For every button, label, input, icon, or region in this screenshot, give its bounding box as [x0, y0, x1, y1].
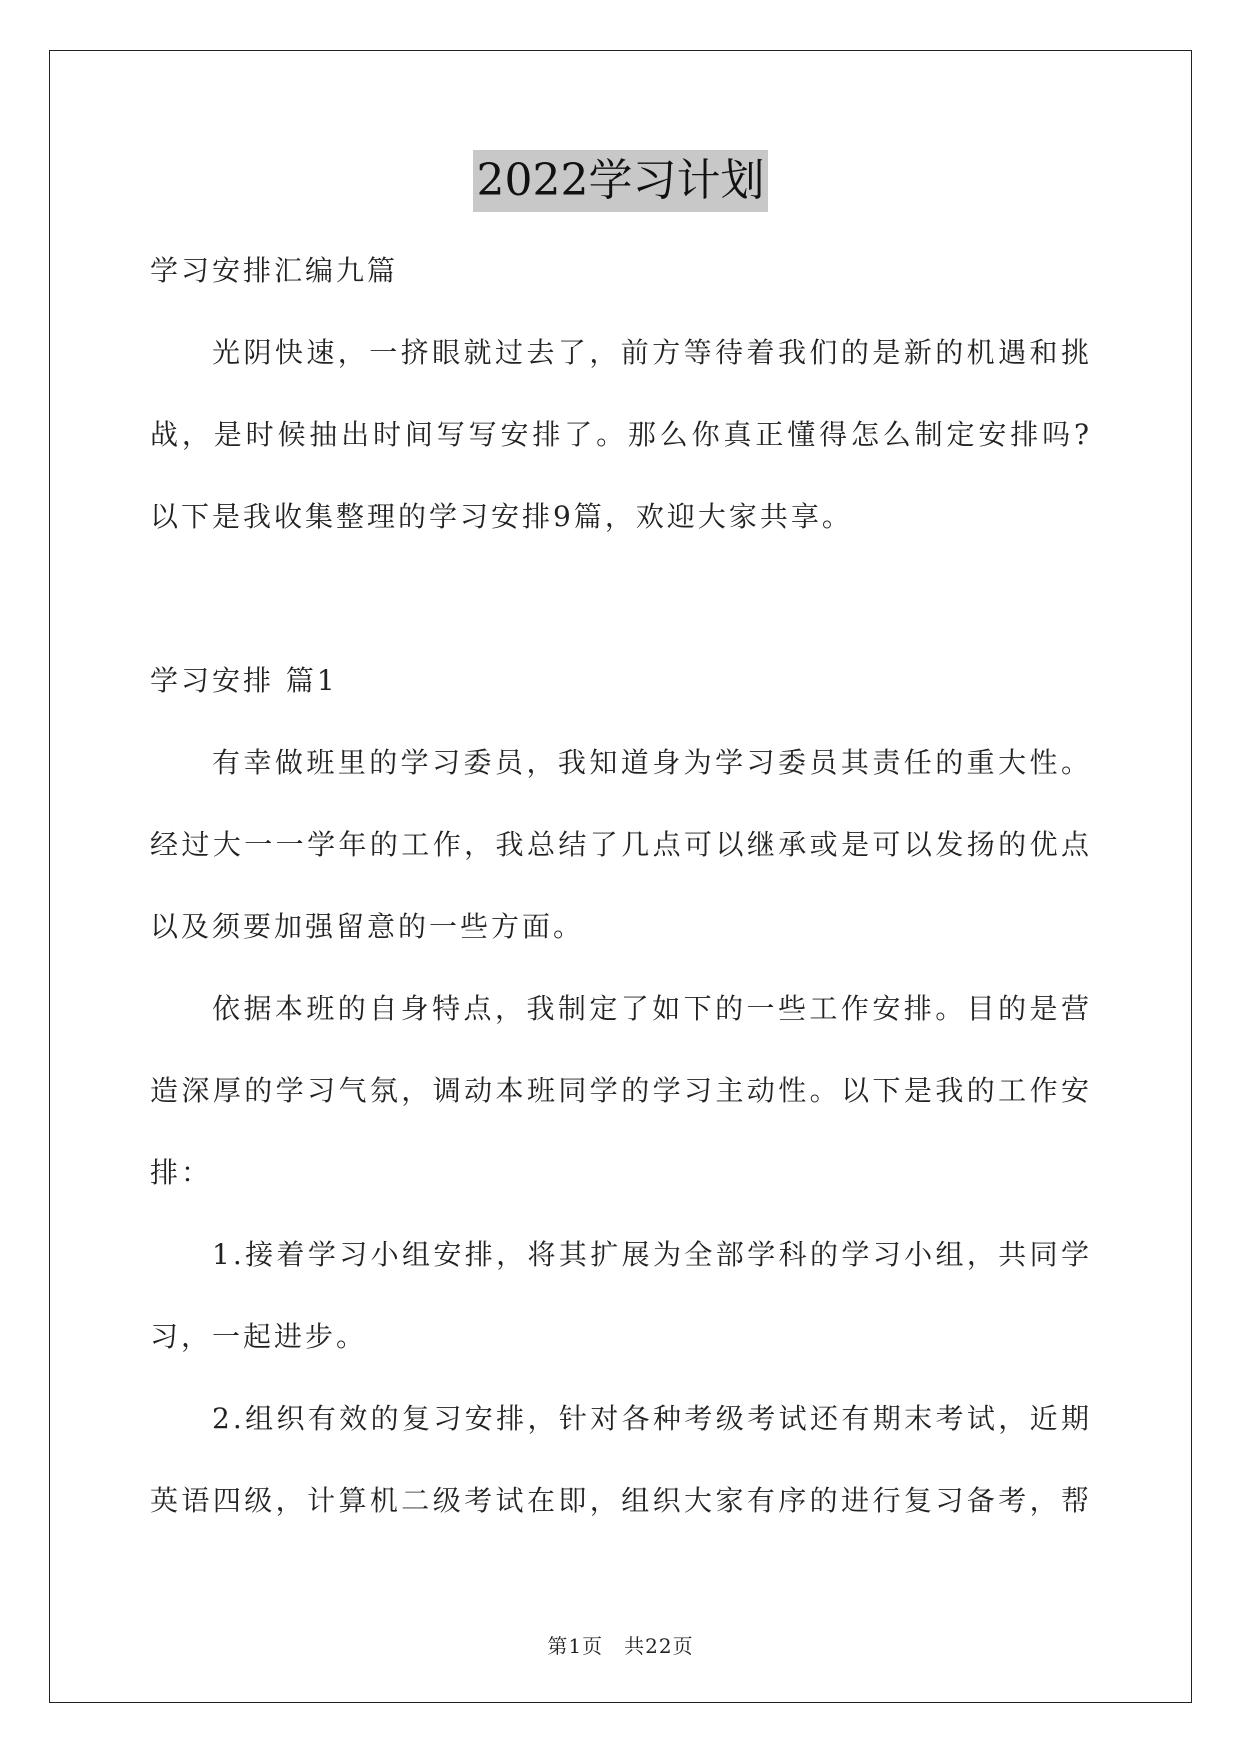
document-title-container: [0, 150, 1241, 212]
paragraph-line: 依据本班的自身特点，我制定了如下的一些工作安排。目的是营: [212, 992, 1092, 1025]
list-item-line: 英语四级，计算机二级考试在即，组织大家有序的进行复习备考，帮: [150, 1484, 1092, 1517]
list-item-line: 2.组织有效的复习安排，针对各种考级考试还有期末考试，近期: [212, 1402, 1092, 1435]
paragraph-line: 造深厚的学习气氛，调动本班同学的学习主动性。以下是我的工作安: [150, 1074, 1092, 1107]
intro-line: 以下是我收集整理的学习安排9篇，欢迎大家共享。: [150, 500, 853, 533]
paragraph-line: 有幸做班里的学习委员，我知道身为学习委员其责任的重大性。: [212, 746, 1092, 779]
intro-line: 战，是时候抽出时间写写安排了。那么你真正懂得怎么制定安排吗?: [150, 418, 1092, 451]
paragraph-line: 经过大一一学年的工作，我总结了几点可以继承或是可以发扬的优点: [150, 828, 1092, 861]
list-item-line: 1.接着学习小组安排，将其扩展为全部学科的学习小组，共同学: [212, 1238, 1092, 1271]
paragraph-line: 排：: [150, 1156, 213, 1189]
document-subtitle: 学习安排汇编九篇: [150, 254, 399, 287]
page-footer: 第1页 共22页: [547, 1634, 694, 1658]
list-item-line: 习，一起进步。: [150, 1320, 368, 1353]
paragraph-line: 以及须要加强留意的一些方面。: [150, 910, 585, 943]
spacer: [150, 558, 1092, 640]
document-body: [150, 230, 1092, 1542]
document-title: 2022学习计划: [473, 150, 769, 212]
intro-line: 光阴快速，一挤眼就过去了，前方等待着我们的是新的机遇和挑: [212, 336, 1092, 369]
section-heading: 学习安排 篇1: [150, 664, 338, 697]
